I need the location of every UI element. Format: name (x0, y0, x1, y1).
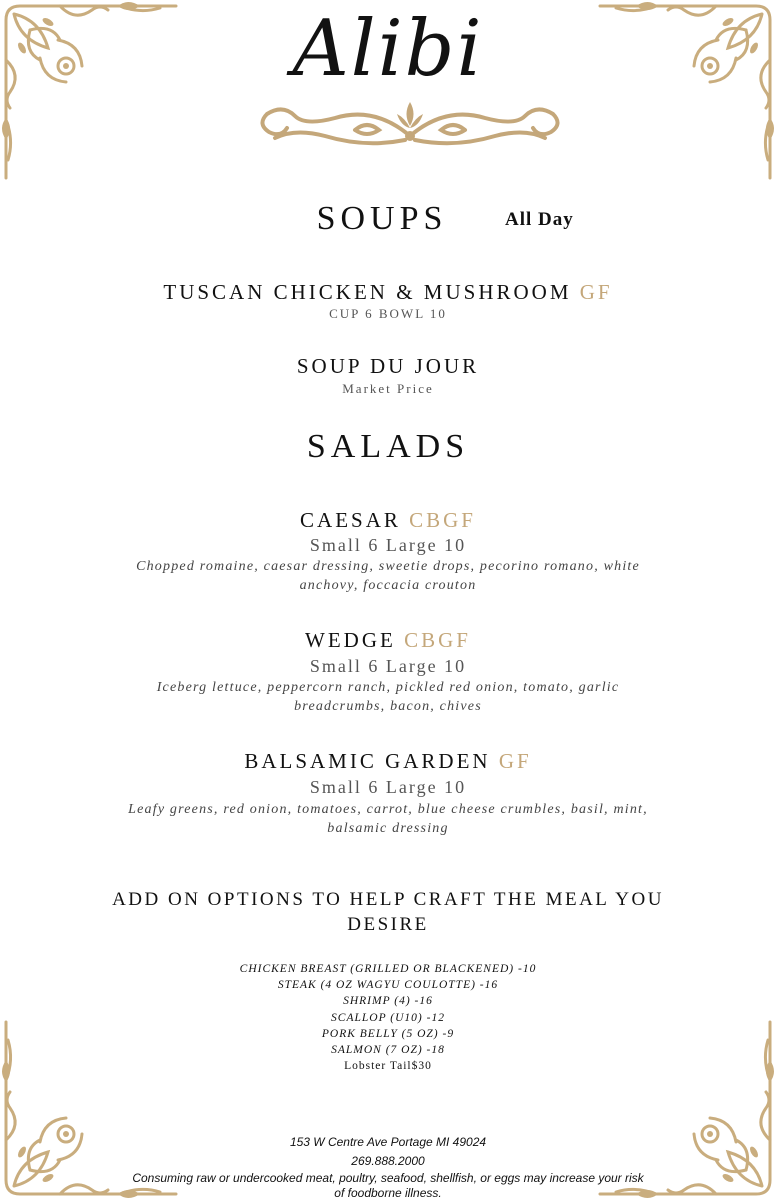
salads-section-title: SALADS (306, 428, 470, 465)
dietary-tag: GF (498, 749, 532, 773)
restaurant-phone: 269.888.2000 (351, 1154, 425, 1168)
item-name-text: CAESAR (300, 508, 401, 532)
addon-item: SALMON (7 OZ) -18 (331, 1044, 445, 1057)
menu-item-name (0, 508, 776, 533)
addon-item: SHRIMP (4) -16 (343, 995, 433, 1008)
menu-item-price: Small 6 Large 10 (309, 656, 467, 676)
addon-item: SCALLOP (U10) -12 (331, 1011, 445, 1024)
item-name-text: BALSAMIC GARDEN (244, 749, 491, 773)
menu-item-description: Chopped romaine, caesar dressing, sweetie drops, pecorino romano, white anchovy, foccacia crouton (136, 559, 640, 593)
addon-item: PORK BELLY (5 OZ) -9 (321, 1027, 455, 1040)
addons-list (0, 961, 776, 1074)
addon-item: STEAK (4 OZ WAGYU COULOTTE) -16 (277, 979, 499, 992)
menu-item-price: Market Price (342, 381, 434, 396)
restaurant-logo: Alibi (292, 4, 484, 94)
menu-item-description: Leafy greens, red onion, tomatoes, carrot, blue cheese crumbles, basil, mint, balsamic dressing (128, 802, 648, 836)
addon-item: CHICKEN BREAST (GRILLED OR BLACKENED) -10 (239, 963, 537, 975)
soups-section-title: SOUPS (316, 200, 448, 237)
addons-section-title: ADD ON OPTIONS TO HELP CRAFT THE MEAL YOU DESIRE (112, 889, 664, 935)
item-name-text: TUSCAN CHICKEN & MUSHROOM (163, 280, 572, 304)
menu-item-name (0, 354, 776, 379)
menu-item-price: CUP 6 BOWL 10 (329, 306, 447, 321)
addon-item: Lobster Tail$30 (344, 1060, 432, 1073)
soups-availability: All Day (505, 209, 574, 230)
menu-item-name (0, 749, 776, 774)
menu-item-description: Iceberg lettuce, peppercorn ranch, pickled red onion, tomato, garlic breadcrumbs, bacon, chives (156, 680, 620, 714)
item-name-text: WEDGE (305, 628, 396, 652)
menu-item-name (0, 628, 776, 653)
menu-item-name (0, 280, 776, 305)
menu-item-price: Small 6 Large 10 (309, 777, 467, 797)
dietary-tag: GF (579, 280, 613, 304)
food-safety-disclaimer: Consuming raw or undercooked meat, poultry, seafood, shellfish, or eggs may increase your risk of foodborne illness. (132, 1171, 644, 1200)
dietary-tag: CBGF (404, 628, 471, 652)
restaurant-address: 153 W Centre Ave Portage MI 49024 (289, 1135, 487, 1149)
logo-flourish-ornament (255, 96, 565, 148)
menu-item-price: Small 6 Large 10 (309, 535, 467, 555)
item-name-text: SOUP DU JOUR (296, 354, 480, 378)
dietary-tag: CBGF (409, 508, 476, 532)
